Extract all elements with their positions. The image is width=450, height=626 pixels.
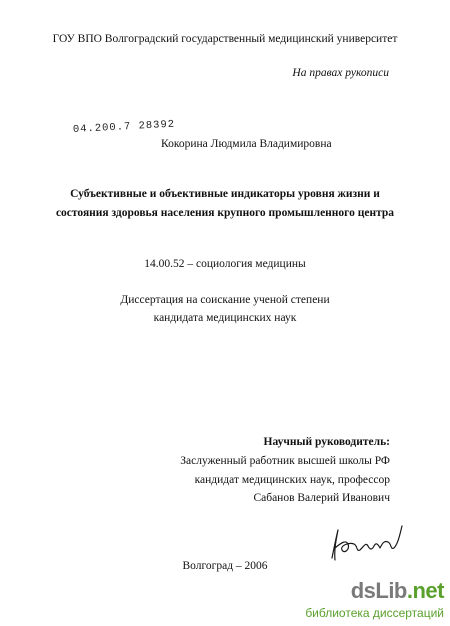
author-name: Кокорина Людмила Владимировна [161, 138, 332, 150]
supervisor-name: Сабанов Валерий Иванович [253, 492, 390, 504]
institution-name: ГОУ ВПО Волгоградский государственный медицинский университет [52, 33, 398, 45]
specialty-code: 14.00.52 – социология медицины [144, 258, 306, 270]
supervisor-degree: кандидат медицинских наук, профессор [194, 474, 390, 486]
city-year: Волгоград – 2006 [182, 560, 268, 572]
dslib-logo: dsLib.net [350, 578, 444, 603]
degree-line-1: Диссертация на соискание ученой степени [120, 294, 330, 306]
degree-line-2: кандидата медицинских наук [153, 312, 297, 324]
title-line-1: Субъективные и объективные индикаторы уровня жизни и [70, 188, 380, 200]
supervisor-title: Заслуженный работник высшей школы РФ [180, 455, 390, 467]
dslib-subtitle: библиотека диссертаций [305, 606, 444, 620]
title-line-2: состояния здоровья населения крупного промышленного центра [55, 207, 395, 219]
dslib-watermark [296, 578, 450, 626]
archive-stamp-number: 04.200.7 28392 [72, 118, 176, 136]
supervisor-heading: Научный руководитель: [263, 436, 390, 448]
rights-note: На правах рукописи [292, 67, 389, 79]
